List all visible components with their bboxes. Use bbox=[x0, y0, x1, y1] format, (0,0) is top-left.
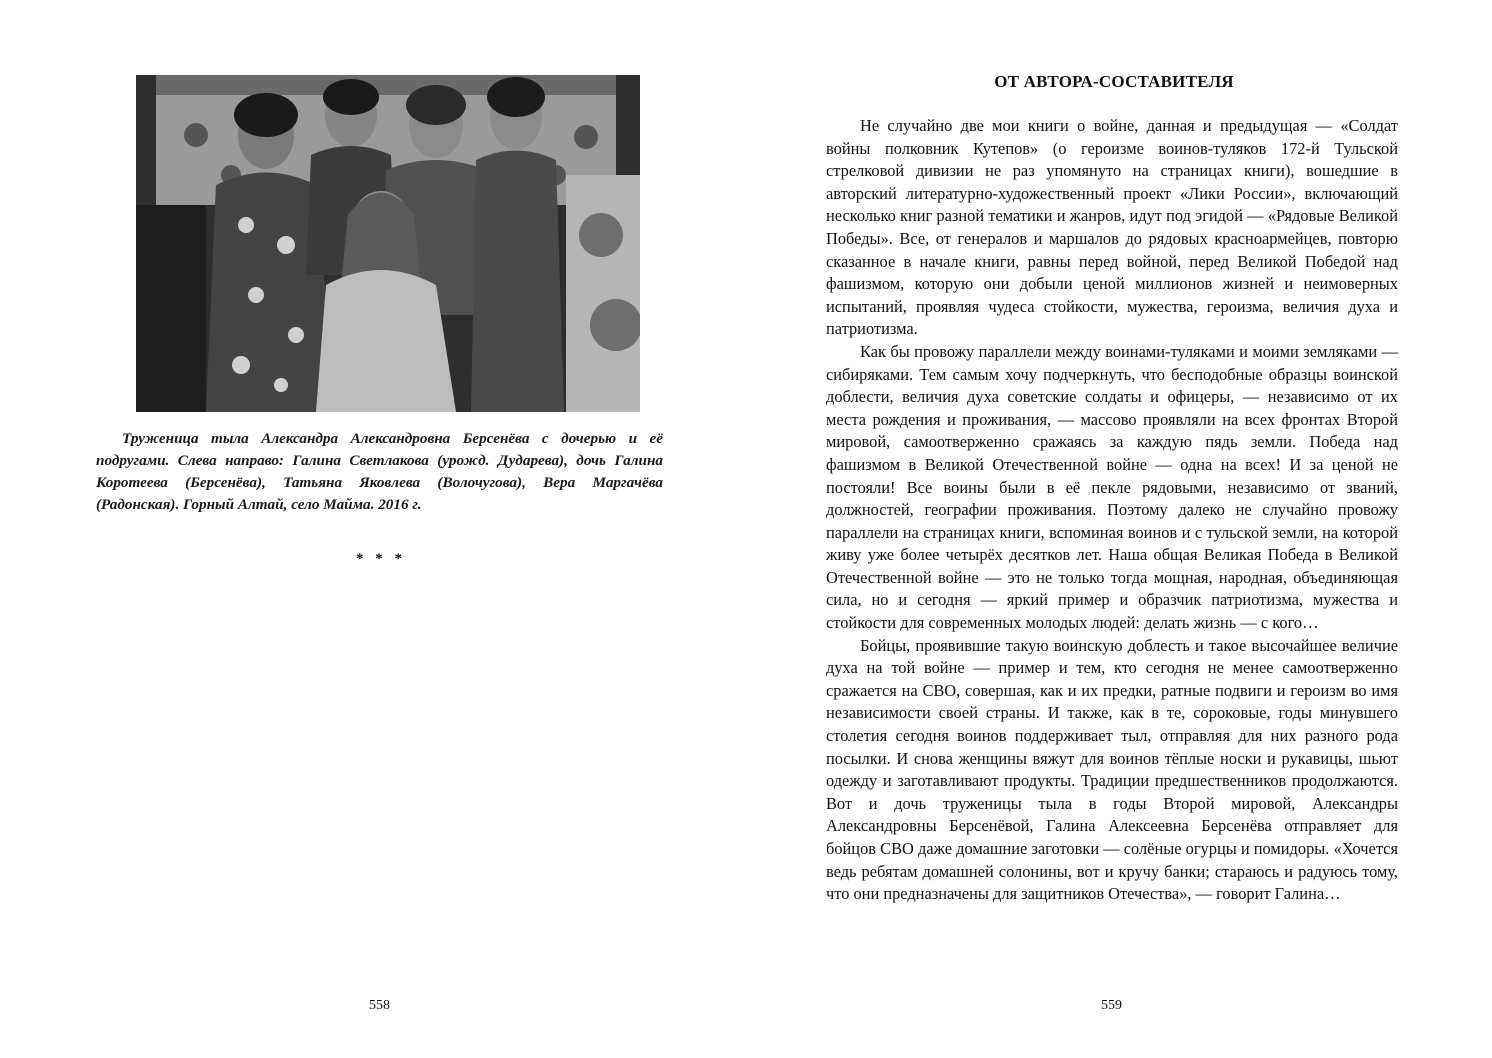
page-number-right: 559 bbox=[1101, 998, 1122, 1013]
section-heading: ОТ АВТОРА-СОСТАВИТЕЛЯ bbox=[994, 72, 1234, 91]
paragraph: Бойцы, проявившие такую воинскую доблесть и такое высочайшее величие духа на той войне — пример и тем, кто сегодня не менее самоотверженно сражается на СВО, совершая, как и их предки, ратные подвиги и героизм во имя независимости своей страны. И также, как в те, сороковые, годы минувшего столетия сегодня воинов поддерживает тыл, отправляя для них разного рода посылки. И снова женщины вяжут для воинов тёплые носки и рукавицы, шьют одежду и заготавливают продукты. Традиции предшественников продолжаются. Вот и дочь труженицы тыла в годы Второй мировой, Александры Александровны Берсенёвой, Галина Алексеевна Берсенёва отправляет для бойцов СВО даже домашние заготовки — солёные огурцы и помидоры. «Хочется ведь ребятам домашней солонины, вот и кручу банки; стараюсь и радуюсь тому, что они предназначены для защитников Отечества», — говорит Галина… bbox=[826, 635, 1398, 904]
right-page bbox=[746, 0, 1492, 1058]
paragraph: Не случайно две мои книги о войне, данная и предыдущая — «Солдат войны полковник Кутепов» (о героизме воинов-туляков 172-й Тульской стрелковой дивизии не раз упомянуто на страницах книги), вошедшие в авторский литературно-художественный проект «Лики России», включающий несколько книг разной тематики и жанров, идут под эгидой — «Рядовые Великой Победы». Все, от генералов и маршалов до рядовых красноармейцев, повторю сказанное в начале книги, равны перед войной, перед Великой Победой над фашизмом, которую они добыли ценой миллионов жизней и неимоверных испытаний, проявляя чудеса стойкости, мужества, героизма, величия духа и патриотизма. bbox=[826, 116, 1398, 339]
photo-caption: Труженица тыла Александра Александровна Берсенёва с дочерью и её подругами. Слева направо: Галина Светлакова (урожд. Дударева), дочь Галина Коротеева (Берсенёва), Татьяна Яковлева (Волочугова), Вера Маргачёва (Радонская). Горный Алтай, село Майма. 2016 г. bbox=[96, 430, 663, 513]
section-separator: * * * bbox=[356, 551, 406, 567]
page-number-left: 558 bbox=[369, 998, 390, 1013]
body-text bbox=[826, 115, 1398, 906]
paragraph: Как бы провожу параллели между воинами-туляками и моими земляками — сибиряками. Тем самым хочу подчеркнуть, что бесподобные образцы воинской доблести, величия духа советские солдаты и офицеры, — независимо от их места рождения и проживания, — массово проявляли на всех фронтах Второй мировой, самоотверженно сражаясь за каждую пядь земли. Победа над фашизмом в Великой Отечественной войне — одна на всех! И за ценой не постояли! Все воины были в её пекле рядовыми, независимо от званий, должностей, географии проживания. Поэтому далеко не случайно провожу параллели на страницах книги, вспоминая воинов и с тульской земли, на которой живу уже более четырёх десятков лет. Наша общая Великая Победа в Великой Отечественной войне — это не только тогда мощная, народная, объединяющая сила, но и сегодня — яркий пример и образчик патриотизма, мужества и стойкости для современных молодых людей: делать жизнь — с кого… bbox=[826, 341, 1398, 633]
photo-image bbox=[136, 75, 640, 412]
photo bbox=[136, 75, 640, 412]
